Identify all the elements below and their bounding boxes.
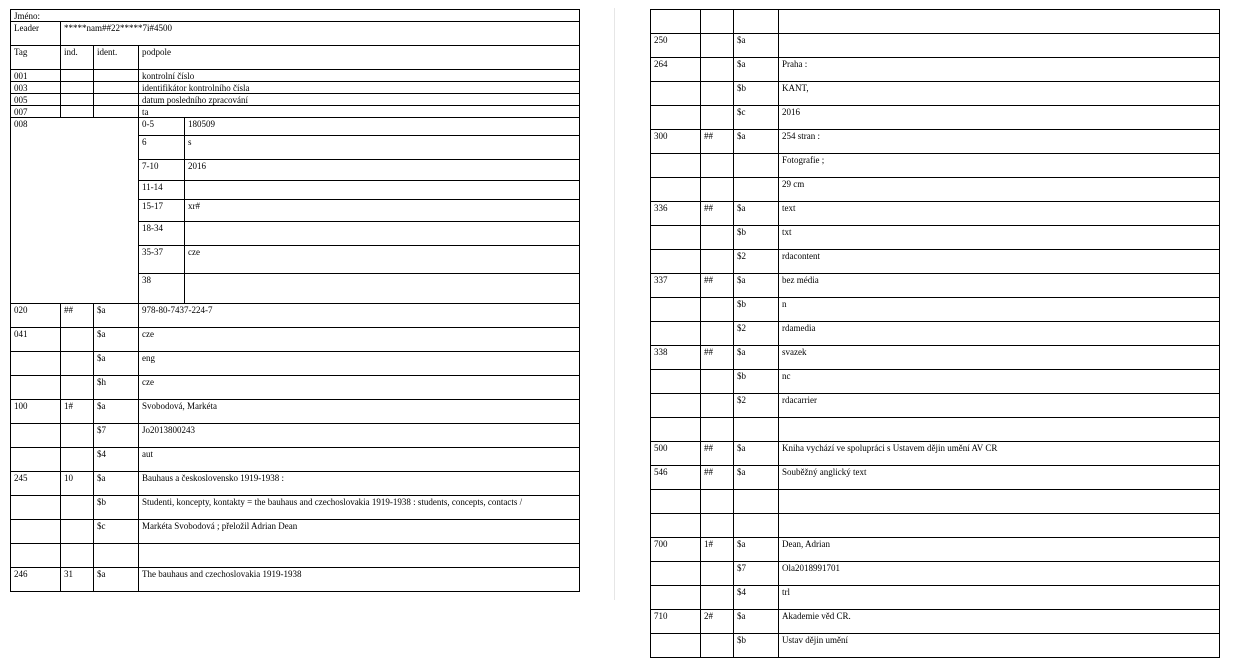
- table-row: [11, 400, 580, 424]
- field-008-position: 11-14: [139, 181, 185, 200]
- field-008-value: [185, 222, 580, 246]
- field-008-position: 38: [139, 274, 185, 304]
- field-indicator-cell: [701, 154, 734, 178]
- field-tag-cell: [651, 82, 701, 106]
- subfield-code-cell: $a: [734, 34, 779, 58]
- field-indicator-cell: ##: [701, 442, 734, 466]
- subfield-code-cell: $a: [94, 352, 139, 376]
- field-indicator-cell: [701, 586, 734, 610]
- field-indicator-cell: [701, 514, 734, 538]
- subfield-code-cell: $2: [734, 250, 779, 274]
- subfield-code-cell: [734, 154, 779, 178]
- field-tag-cell: [11, 544, 61, 568]
- subfield-value-cell: Souběžný anglický text: [779, 466, 1220, 490]
- field-tag-cell: 710: [651, 610, 701, 634]
- table-row: [651, 370, 1220, 394]
- subfield-value-cell: eng: [139, 352, 580, 376]
- field-008-position: 18-34: [139, 222, 185, 246]
- subfield-value-cell: Praha :: [779, 58, 1220, 82]
- table-row: [651, 202, 1220, 226]
- subfield-value-cell: [779, 490, 1220, 514]
- field-tag-cell: [11, 448, 61, 472]
- table-row: [651, 34, 1220, 58]
- table-row: [651, 490, 1220, 514]
- control-field-tag: 005: [11, 94, 61, 106]
- table-row: [651, 394, 1220, 418]
- subfield-code-cell: [94, 544, 139, 568]
- table-row: [651, 466, 1220, 490]
- subfield-code-cell: $c: [94, 520, 139, 544]
- control-field-row: [11, 70, 580, 82]
- subfield-code-cell: $4: [94, 448, 139, 472]
- subfield-value-cell: Dean, Adrian: [779, 538, 1220, 562]
- table-row: [651, 634, 1220, 658]
- field-tag-cell: [651, 178, 701, 202]
- field-tag-cell: 100: [11, 400, 61, 424]
- table-row: [11, 448, 580, 472]
- field-tag-cell: 300: [651, 130, 701, 154]
- table-row: [11, 328, 580, 352]
- name-label: Jméno:: [11, 10, 580, 22]
- subfield-code-cell: $b: [734, 370, 779, 394]
- subfield-value-cell: [139, 544, 580, 568]
- field-indicator-cell: [701, 490, 734, 514]
- field-tag-cell: [651, 514, 701, 538]
- field-tag-cell: [11, 496, 61, 520]
- field-indicator-cell: [61, 448, 94, 472]
- subfield-code-cell: $2: [734, 394, 779, 418]
- field-indicator-cell: 2#: [701, 610, 734, 634]
- subfield-code-cell: $b: [734, 634, 779, 658]
- field-indicator-cell: [701, 322, 734, 346]
- subfield-value-cell: 29 cm: [779, 178, 1220, 202]
- subfield-value-cell: Ustav dějin umění: [779, 634, 1220, 658]
- subfield-code-cell: $a: [734, 466, 779, 490]
- field-indicator-cell: [701, 418, 734, 442]
- subfield-value-cell: svazek: [779, 346, 1220, 370]
- control-field-row: [11, 82, 580, 94]
- field-008-row: [11, 118, 580, 136]
- field-008-value: [185, 181, 580, 200]
- subfield-value-cell: The bauhaus and czechoslovakia 1919-1938: [139, 568, 580, 592]
- subfield-code-cell: $a: [94, 400, 139, 424]
- subfield-value-cell: nc: [779, 370, 1220, 394]
- field-tag-cell: 337: [651, 274, 701, 298]
- field-tag-cell: 700: [651, 538, 701, 562]
- subfield-code-cell: $2: [734, 322, 779, 346]
- marc-record-left-table: [10, 9, 580, 592]
- field-indicator-cell: [61, 376, 94, 400]
- subfield-value-cell: aut: [139, 448, 580, 472]
- field-indicator-cell: ##: [701, 202, 734, 226]
- subfield-code-cell: $a: [734, 274, 779, 298]
- table-row: [651, 82, 1220, 106]
- table-row: [651, 58, 1220, 82]
- field-indicator-cell: ##: [61, 304, 94, 328]
- subfield-code-cell: $b: [734, 82, 779, 106]
- table-row: [651, 586, 1220, 610]
- leader-label: Leader: [11, 22, 61, 46]
- field-indicator-cell: [701, 82, 734, 106]
- subfield-code-cell: $a: [94, 304, 139, 328]
- field-indicator-cell: ##: [701, 466, 734, 490]
- control-field-tag: 003: [11, 82, 61, 94]
- subfield-value-cell: 978-80-7437-224-7: [139, 304, 580, 328]
- subfield-code-cell: $a: [734, 58, 779, 82]
- column-header-subfield: podpole: [139, 46, 580, 70]
- control-field-ident: [94, 94, 139, 106]
- table-row: [651, 442, 1220, 466]
- name-row: [11, 10, 580, 22]
- subfield-code-cell: [734, 514, 779, 538]
- subfield-code-cell: $b: [734, 298, 779, 322]
- subfield-code-cell: $a: [94, 472, 139, 496]
- subfield-value-cell: Fotografie ;: [779, 154, 1220, 178]
- control-field-ind: [61, 106, 94, 118]
- field-indicator-cell: [61, 424, 94, 448]
- leader-value: *****nam##22*****7i#4500: [61, 22, 580, 46]
- control-field-ident: [94, 82, 139, 94]
- field-indicator-cell: [701, 370, 734, 394]
- field-008-value: xr#: [185, 200, 580, 222]
- field-tag-cell: [651, 226, 701, 250]
- page-divider: [614, 8, 615, 600]
- subfield-value-cell: 254 stran :: [779, 130, 1220, 154]
- field-008-position: 15-17: [139, 200, 185, 222]
- field-tag-cell: [651, 370, 701, 394]
- field-indicator-cell: ##: [701, 274, 734, 298]
- subfield-code-cell: [734, 418, 779, 442]
- field-008-value: [185, 274, 580, 304]
- control-field-row: [11, 106, 580, 118]
- field-tag-cell: 250: [651, 34, 701, 58]
- control-field-ind: [61, 94, 94, 106]
- control-field-desc: kontrolní číslo: [139, 70, 580, 82]
- table-row: [651, 130, 1220, 154]
- field-indicator-cell: [701, 634, 734, 658]
- control-field-tag: 001: [11, 70, 61, 82]
- field-indicator-cell: [61, 328, 94, 352]
- control-field-row: [11, 94, 580, 106]
- subfield-value-cell: txt: [779, 226, 1220, 250]
- field-tag-cell: [11, 352, 61, 376]
- field-indicator-cell: [701, 34, 734, 58]
- column-header-tag: Tag: [11, 46, 61, 70]
- subfield-code-cell: $a: [734, 610, 779, 634]
- subfield-code-cell: $a: [94, 568, 139, 592]
- table-row: [11, 376, 580, 400]
- table-row: [651, 178, 1220, 202]
- field-indicator-cell: [701, 298, 734, 322]
- field-tag-cell: [651, 634, 701, 658]
- field-tag-cell: 246: [11, 568, 61, 592]
- field-008-value: cze: [185, 246, 580, 274]
- field-tag-cell: 546: [651, 466, 701, 490]
- subfield-code-cell: [734, 10, 779, 34]
- table-row: [11, 424, 580, 448]
- table-row: [651, 106, 1220, 130]
- control-field-ident: [94, 106, 139, 118]
- field-008-position: 6: [139, 136, 185, 160]
- subfield-value-cell: Bauhaus a československo 1919-1938 :: [139, 472, 580, 496]
- subfield-value-cell: trl: [779, 586, 1220, 610]
- field-indicator-cell: 1#: [701, 538, 734, 562]
- table-row: [11, 352, 580, 376]
- field-indicator-cell: [701, 58, 734, 82]
- subfield-code-cell: $b: [94, 496, 139, 520]
- field-indicator-cell: 10: [61, 472, 94, 496]
- field-tag-cell: [651, 106, 701, 130]
- field-tag-cell: [651, 586, 701, 610]
- field-indicator-cell: [701, 394, 734, 418]
- subfield-code-cell: $a: [734, 538, 779, 562]
- subfield-code-cell: $4: [734, 586, 779, 610]
- field-indicator-cell: [61, 496, 94, 520]
- control-field-tag: 007: [11, 106, 61, 118]
- field-indicator-cell: 31: [61, 568, 94, 592]
- table-row: [651, 154, 1220, 178]
- field-indicator-cell: ##: [701, 130, 734, 154]
- subfield-code-cell: $a: [734, 130, 779, 154]
- field-008-tag: 008: [11, 118, 139, 304]
- table-row: [651, 322, 1220, 346]
- column-header-ind: ind.: [61, 46, 94, 70]
- field-indicator-cell: [701, 106, 734, 130]
- table-row: [11, 520, 580, 544]
- subfield-value-cell: Svobodová, Markéta: [139, 400, 580, 424]
- table-row: [11, 472, 580, 496]
- subfield-value-cell: [779, 514, 1220, 538]
- field-indicator-cell: [701, 178, 734, 202]
- field-tag-cell: [651, 10, 701, 34]
- subfield-code-cell: $a: [734, 202, 779, 226]
- subfield-value-cell: [779, 10, 1220, 34]
- table-row: [11, 496, 580, 520]
- control-field-desc: datum posledního zpracování: [139, 94, 580, 106]
- table-row: [651, 514, 1220, 538]
- control-field-ind: [61, 70, 94, 82]
- subfield-value-cell: rdamedia: [779, 322, 1220, 346]
- field-tag-cell: [11, 520, 61, 544]
- subfield-value-cell: rdacontent: [779, 250, 1220, 274]
- field-008-position: 35-37: [139, 246, 185, 274]
- subfield-value-cell: 2016: [779, 106, 1220, 130]
- field-008-value: 180509: [185, 118, 580, 136]
- table-row: [651, 610, 1220, 634]
- field-tag-cell: 500: [651, 442, 701, 466]
- field-indicator-cell: [61, 352, 94, 376]
- table-row: [651, 10, 1220, 34]
- field-tag-cell: [651, 154, 701, 178]
- field-tag-cell: 245: [11, 472, 61, 496]
- field-tag-cell: [651, 394, 701, 418]
- subfield-code-cell: [734, 490, 779, 514]
- subfield-value-cell: n: [779, 298, 1220, 322]
- table-row: [11, 568, 580, 592]
- table-row: [651, 298, 1220, 322]
- field-008-position: 0-5: [139, 118, 185, 136]
- field-tag-cell: 020: [11, 304, 61, 328]
- control-field-ind: [61, 82, 94, 94]
- field-tag-cell: [651, 298, 701, 322]
- field-tag-cell: [11, 376, 61, 400]
- table-row: [651, 226, 1220, 250]
- table-row: [651, 418, 1220, 442]
- field-tag-cell: [651, 418, 701, 442]
- table-row: [651, 562, 1220, 586]
- field-indicator-cell: [61, 544, 94, 568]
- field-indicator-cell: [701, 250, 734, 274]
- field-tag-cell: 041: [11, 328, 61, 352]
- field-008-value: 2016: [185, 160, 580, 181]
- subfield-code-cell: [734, 178, 779, 202]
- subfield-value-cell: [779, 34, 1220, 58]
- field-tag-cell: [651, 490, 701, 514]
- field-indicator-cell: [701, 10, 734, 34]
- leader-row: [11, 22, 580, 46]
- field-indicator-cell: [61, 520, 94, 544]
- subfield-value-cell: text: [779, 202, 1220, 226]
- field-008-position: 7-10: [139, 160, 185, 181]
- field-indicator-cell: [701, 562, 734, 586]
- subfield-value-cell: Kniha vychází ve spolupráci s Ustavem dějin umění AV CR: [779, 442, 1220, 466]
- table-row: [11, 304, 580, 328]
- subfield-code-cell: $a: [734, 442, 779, 466]
- table-row: [651, 250, 1220, 274]
- table-row: [651, 538, 1220, 562]
- table-row: [651, 274, 1220, 298]
- table-row: [11, 544, 580, 568]
- field-tag-cell: [651, 250, 701, 274]
- subfield-value-cell: bez média: [779, 274, 1220, 298]
- field-tag-cell: 264: [651, 58, 701, 82]
- subfield-code-cell: $a: [734, 346, 779, 370]
- subfield-value-cell: rdacarrier: [779, 394, 1220, 418]
- field-tag-cell: 336: [651, 202, 701, 226]
- column-header-row: [11, 46, 580, 70]
- subfield-code-cell: $b: [734, 226, 779, 250]
- field-tag-cell: [651, 322, 701, 346]
- subfield-code-cell: $7: [94, 424, 139, 448]
- control-field-desc: ta: [139, 106, 580, 118]
- subfield-code-cell: $h: [94, 376, 139, 400]
- subfield-value-cell: Ola2018991701: [779, 562, 1220, 586]
- field-indicator-cell: ##: [701, 346, 734, 370]
- subfield-value-cell: Akademie věd CR.: [779, 610, 1220, 634]
- subfield-code-cell: $c: [734, 106, 779, 130]
- field-008-value: s: [185, 136, 580, 160]
- subfield-value-cell: [779, 418, 1220, 442]
- subfield-value-cell: Markéta Svobodová ; přeložil Adrian Dean: [139, 520, 580, 544]
- control-field-desc: identifikátor kontrolního čísla: [139, 82, 580, 94]
- subfield-code-cell: $7: [734, 562, 779, 586]
- subfield-code-cell: $a: [94, 328, 139, 352]
- field-indicator-cell: [701, 226, 734, 250]
- control-field-ident: [94, 70, 139, 82]
- marc-record-right-table: [650, 9, 1220, 658]
- table-row: [651, 346, 1220, 370]
- column-header-ident: ident.: [94, 46, 139, 70]
- subfield-value-cell: KANT,: [779, 82, 1220, 106]
- subfield-value-cell: cze: [139, 376, 580, 400]
- subfield-value-cell: Studenti, koncepty, kontakty = the bauhaus and czechoslovakia 1919-1938 : students, concepts, contacts /: [139, 496, 580, 520]
- field-tag-cell: [651, 562, 701, 586]
- field-indicator-cell: 1#: [61, 400, 94, 424]
- field-tag-cell: 338: [651, 346, 701, 370]
- field-tag-cell: [11, 424, 61, 448]
- subfield-value-cell: Jo2013800243: [139, 424, 580, 448]
- subfield-value-cell: cze: [139, 328, 580, 352]
